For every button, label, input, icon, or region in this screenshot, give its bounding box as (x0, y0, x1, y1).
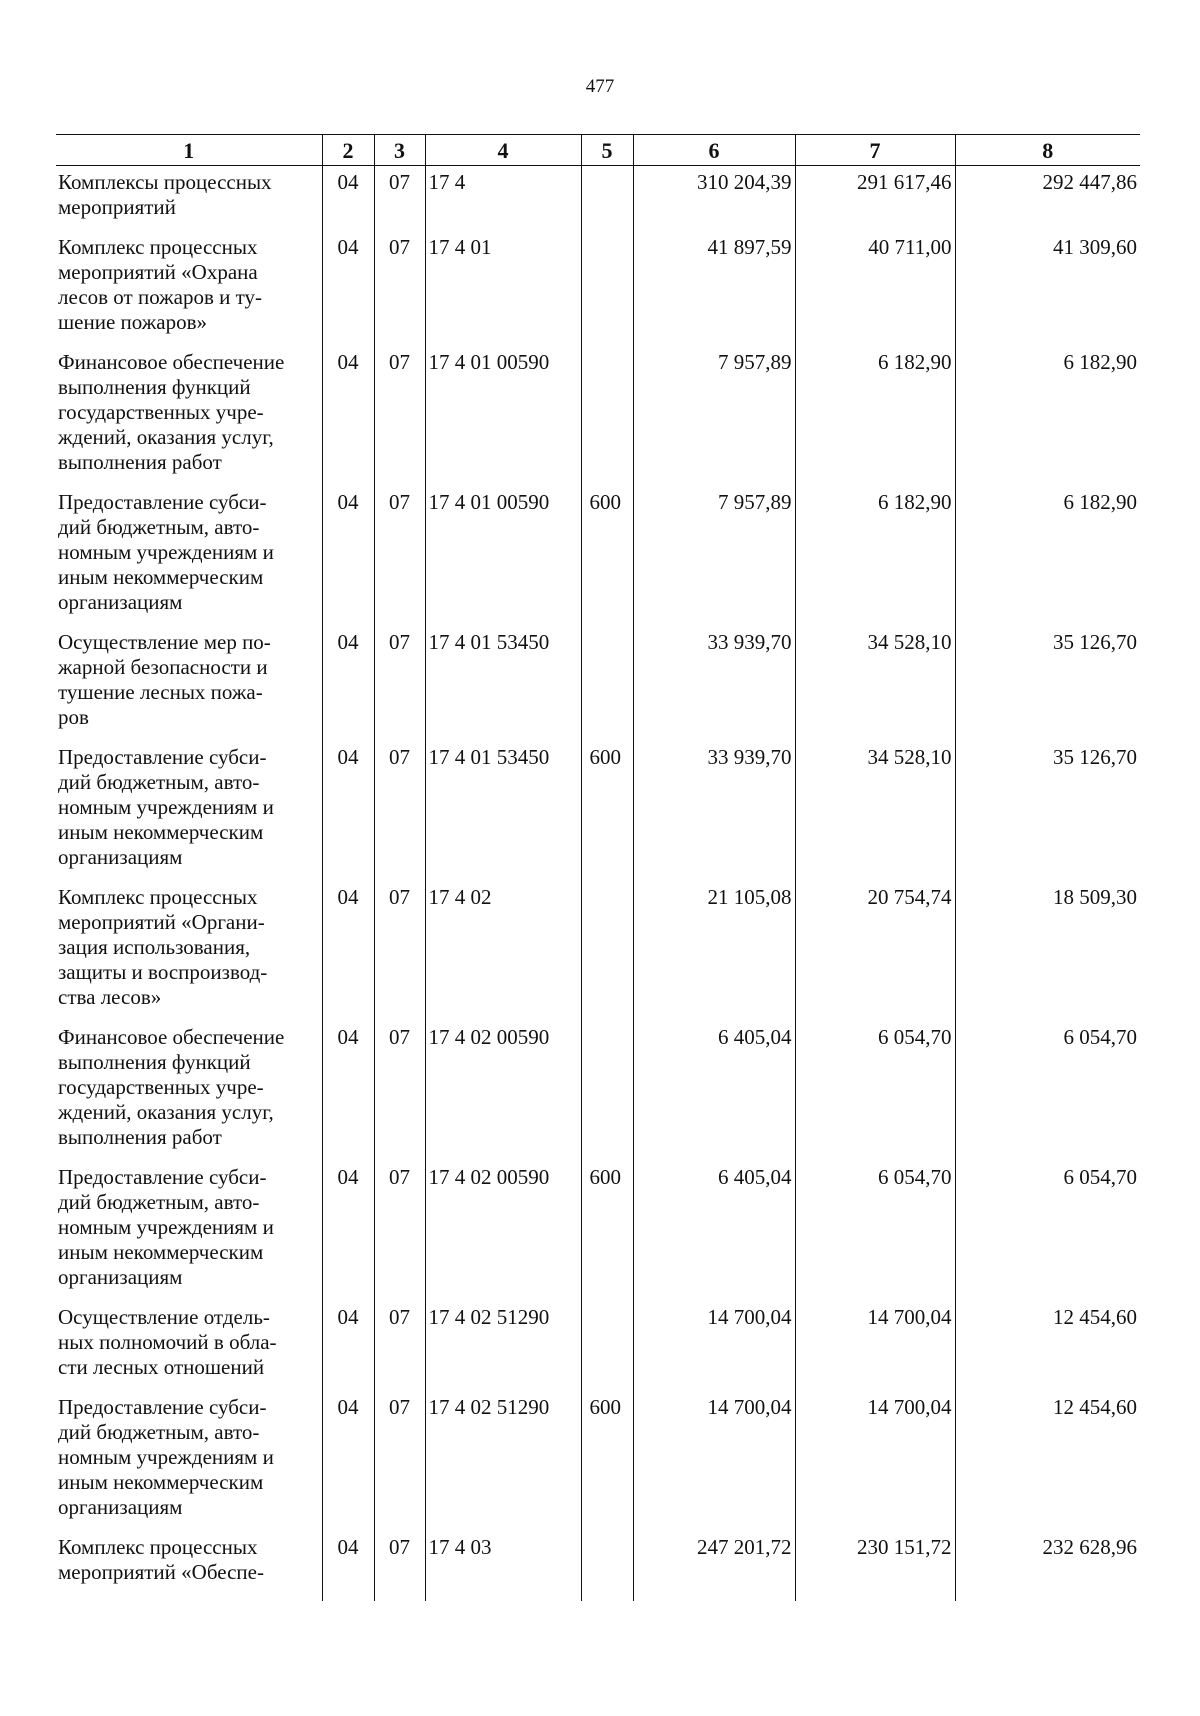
subsection-code: 07 (389, 349, 410, 374)
amount-col-8-cell (955, 1391, 1140, 1531)
section-code-cell (322, 166, 374, 231)
amount-col-7-cell (795, 881, 955, 1021)
target-article-code: 17 4 01 00590 (428, 349, 550, 374)
subsection-code: 07 (389, 629, 410, 654)
amount-col-8-cell (955, 1301, 1140, 1391)
column-header: 3 (374, 135, 425, 166)
section-code-cell (322, 1301, 374, 1391)
subsection-code-cell (374, 346, 425, 486)
expense-type-code: 600 (589, 1394, 621, 1419)
subsection-code: 07 (389, 1024, 410, 1049)
amount-col-8: 232 628,96 (1042, 1534, 1137, 1559)
amount-col-8: 12 454,60 (1053, 1304, 1137, 1329)
amount-col-6-cell (633, 741, 795, 881)
row-name-cell (56, 486, 322, 626)
amount-col-7-cell (795, 231, 955, 346)
amount-col-8: 6 054,70 (1063, 1024, 1137, 1049)
subsection-code-cell (374, 881, 425, 1021)
expense-type-code-cell (581, 1021, 633, 1161)
expense-type-code-cell (581, 231, 633, 346)
amount-col-7-cell (795, 1391, 955, 1531)
section-code-cell (322, 1021, 374, 1161)
amount-col-8-cell (955, 486, 1140, 626)
subsection-code-cell (374, 166, 425, 231)
expense-type-code-cell (581, 346, 633, 486)
section-code: 04 (337, 629, 359, 654)
section-code: 04 (337, 884, 359, 909)
amount-col-6-cell (633, 626, 795, 741)
expense-type-code-cell (581, 881, 633, 1021)
section-code-cell (322, 1161, 374, 1301)
section-code-cell (322, 486, 374, 626)
row-name: Финансовое обеспечение выполнения функций государственных учре- ждений, оказания услуг, выполнения работ (58, 349, 285, 474)
row-name-cell (56, 741, 322, 881)
amount-col-6: 41 897,59 (707, 234, 792, 259)
amount-col-8: 292 447,86 (1042, 170, 1137, 194)
subsection-code: 07 (389, 170, 410, 194)
amount-col-8-cell (955, 881, 1140, 1021)
subsection-code-cell (374, 741, 425, 881)
amount-col-7-cell (795, 626, 955, 741)
subsection-code: 07 (389, 1164, 410, 1189)
row-name: Комплексы процессных мероприятий (58, 170, 272, 219)
header-row (56, 135, 1140, 166)
amount-col-8-cell (955, 1161, 1140, 1301)
amount-col-8: 41 309,60 (1053, 234, 1137, 259)
row-name-cell (56, 1531, 322, 1601)
section-code-cell (322, 741, 374, 881)
table-row (56, 626, 1140, 741)
target-article-code-cell (425, 486, 581, 626)
section-code: 04 (337, 1394, 359, 1419)
row-name: Предоставление субси- дий бюджетным, авто- номным учреждениям и иным некоммерческим организациям (58, 1164, 274, 1289)
amount-col-8: 6 182,90 (1063, 489, 1137, 514)
amount-col-6-cell (633, 231, 795, 346)
target-article-code-cell (425, 626, 581, 741)
amount-col-7: 14 700,04 (867, 1304, 952, 1329)
row-name-cell (56, 166, 322, 231)
section-code: 04 (337, 1534, 359, 1559)
table-row (56, 1391, 1140, 1531)
amount-col-6-cell (633, 1391, 795, 1531)
expense-type-code: 600 (589, 744, 621, 769)
target-article-code: 17 4 01 53450 (428, 629, 550, 654)
target-article-code: 17 4 02 51290 (428, 1394, 550, 1419)
target-article-code-cell (425, 1301, 581, 1391)
expense-type-code-cell (581, 626, 633, 741)
expense-type-code-cell (581, 1391, 633, 1531)
target-article-code-cell (425, 1531, 581, 1601)
budget-table (56, 134, 1140, 1601)
subsection-code: 07 (389, 1304, 410, 1329)
amount-col-8-cell (955, 346, 1140, 486)
amount-col-8: 35 126,70 (1053, 744, 1137, 769)
amount-col-7: 6 054,70 (878, 1164, 952, 1189)
column-header: 7 (795, 135, 955, 166)
table-row (56, 1301, 1140, 1391)
amount-col-7-cell (795, 1021, 955, 1161)
row-name-cell (56, 881, 322, 1021)
amount-col-8-cell (955, 626, 1140, 741)
amount-col-8-cell (955, 741, 1140, 881)
amount-col-6-cell (633, 346, 795, 486)
target-article-code: 17 4 01 53450 (428, 744, 550, 769)
amount-col-6-cell (633, 166, 795, 231)
amount-col-6: 247 201,72 (697, 1534, 792, 1559)
amount-col-6-cell (633, 1531, 795, 1601)
amount-col-6: 7 957,89 (718, 349, 792, 374)
section-code-cell (322, 346, 374, 486)
section-code-cell (322, 881, 374, 1021)
row-name: Комплекс процессных мероприятий «Органи- зация использования, защиты и воспроизвод- ства лесов» (58, 884, 268, 1009)
amount-col-6: 14 700,04 (707, 1304, 792, 1329)
amount-col-7-cell (795, 1531, 955, 1601)
column-header: 6 (633, 135, 795, 166)
section-code: 04 (337, 489, 359, 514)
section-code: 04 (337, 744, 359, 769)
amount-col-7-cell (795, 741, 955, 881)
table-row (56, 166, 1140, 231)
subsection-code-cell (374, 1021, 425, 1161)
amount-col-7-cell (795, 1161, 955, 1301)
amount-col-7: 6 054,70 (878, 1024, 952, 1049)
subsection-code-cell (374, 1531, 425, 1601)
target-article-code: 17 4 (428, 170, 466, 194)
amount-col-8-cell (955, 231, 1140, 346)
target-article-code-cell (425, 741, 581, 881)
row-name-cell (56, 346, 322, 486)
target-article-code: 17 4 02 00590 (428, 1024, 550, 1049)
section-code: 04 (337, 1304, 359, 1329)
row-name: Комплекс процессных мероприятий «Обеспе- (58, 1534, 264, 1584)
amount-col-7-cell (795, 166, 955, 231)
section-code-cell (322, 1531, 374, 1601)
target-article-code: 17 4 03 (428, 1534, 492, 1559)
subsection-code-cell (374, 231, 425, 346)
section-code: 04 (337, 234, 359, 259)
column-header: 4 (425, 135, 581, 166)
subsection-code: 07 (389, 884, 410, 909)
amount-col-7: 6 182,90 (878, 489, 952, 514)
amount-col-6: 33 939,70 (707, 629, 792, 654)
amount-col-7: 291 617,46 (857, 170, 952, 194)
amount-col-6: 21 105,08 (707, 884, 792, 909)
expense-type-code: 600 (589, 1164, 621, 1189)
section-code: 04 (337, 1164, 359, 1189)
column-header: 5 (581, 135, 633, 166)
subsection-code: 07 (389, 744, 410, 769)
subsection-code-cell (374, 486, 425, 626)
subsection-code: 07 (389, 1534, 410, 1559)
amount-col-8-cell (955, 1021, 1140, 1161)
subsection-code: 07 (389, 1394, 410, 1419)
amount-col-8: 6 182,90 (1063, 349, 1137, 374)
column-header: 1 (56, 135, 322, 166)
section-code-cell (322, 626, 374, 741)
expense-type-code-cell (581, 486, 633, 626)
table-row (56, 1161, 1140, 1301)
table-row (56, 741, 1140, 881)
table-row (56, 346, 1140, 486)
amount-col-7: 40 711,00 (868, 234, 952, 259)
amount-col-8-cell (955, 1531, 1140, 1601)
table-row (56, 881, 1140, 1021)
target-article-code: 17 4 02 00590 (428, 1164, 550, 1189)
amount-col-6: 6 405,04 (718, 1164, 792, 1189)
amount-col-7: 20 754,74 (867, 884, 952, 909)
amount-col-7-cell (795, 486, 955, 626)
row-name: Предоставление субси- дий бюджетным, авто- номным учреждениям и иным некоммерческим организациям (58, 489, 274, 614)
amount-col-8: 6 054,70 (1063, 1164, 1137, 1189)
expense-type-code-cell (581, 741, 633, 881)
row-name: Осуществление отдель- ных полномочий в обла- сти лесных отношений (58, 1304, 277, 1379)
subsection-code: 07 (389, 234, 410, 259)
section-code: 04 (337, 170, 359, 194)
target-article-code-cell (425, 881, 581, 1021)
expense-type-code-cell (581, 1531, 633, 1601)
amount-col-6: 33 939,70 (707, 744, 792, 769)
subsection-code: 07 (389, 489, 410, 514)
amount-col-7-cell (795, 1301, 955, 1391)
amount-col-7: 6 182,90 (878, 349, 952, 374)
target-article-code-cell (425, 346, 581, 486)
amount-col-6: 310 204,39 (697, 170, 792, 194)
row-name-cell (56, 1391, 322, 1531)
subsection-code-cell (374, 1391, 425, 1531)
amount-col-7: 14 700,04 (867, 1394, 952, 1419)
expense-type-code-cell (581, 1161, 633, 1301)
row-name-cell (56, 1301, 322, 1391)
amount-col-8: 18 509,30 (1053, 884, 1137, 909)
expense-type-code: 600 (589, 489, 621, 514)
amount-col-8: 35 126,70 (1053, 629, 1137, 654)
amount-col-6: 7 957,89 (718, 489, 792, 514)
expense-type-code-cell (581, 1301, 633, 1391)
section-code: 04 (337, 1024, 359, 1049)
section-code-cell (322, 1391, 374, 1531)
amount-col-8: 12 454,60 (1053, 1394, 1137, 1419)
column-header: 8 (955, 135, 1140, 166)
amount-col-6-cell (633, 1021, 795, 1161)
target-article-code: 17 4 02 (428, 884, 492, 909)
amount-col-7: 34 528,10 (867, 629, 952, 654)
amount-col-8-cell (955, 166, 1140, 231)
table-row (56, 486, 1140, 626)
row-name: Финансовое обеспечение выполнения функций государственных учре- ждений, оказания услуг, выполнения работ (58, 1024, 285, 1149)
amount-col-6-cell (633, 1301, 795, 1391)
amount-col-7: 230 151,72 (857, 1534, 952, 1559)
row-name: Комплекс процессных мероприятий «Охрана лесов от пожаров и ту- шение пожаров» (58, 234, 263, 334)
row-name-cell (56, 1021, 322, 1161)
subsection-code-cell (374, 1161, 425, 1301)
amount-col-6-cell (633, 486, 795, 626)
target-article-code-cell (425, 166, 581, 231)
target-article-code: 17 4 02 51290 (428, 1304, 550, 1329)
row-name-cell (56, 231, 322, 346)
table-row (56, 231, 1140, 346)
expense-type-code-cell (581, 166, 633, 231)
target-article-code-cell (425, 1021, 581, 1161)
table-row (56, 1531, 1140, 1601)
row-name: Осуществление мер по- жарной безопасности и тушение лесных пожа- ров (58, 629, 271, 729)
amount-col-6: 6 405,04 (718, 1024, 792, 1049)
row-name: Предоставление субси- дий бюджетным, авто- номным учреждениям и иным некоммерческим организациям (58, 1394, 274, 1519)
amount-col-6-cell (633, 881, 795, 1021)
table-row (56, 1021, 1140, 1161)
target-article-code-cell (425, 1391, 581, 1531)
target-article-code: 17 4 01 00590 (428, 489, 550, 514)
amount-col-6: 14 700,04 (707, 1394, 792, 1419)
row-name: Предоставление субси- дий бюджетным, авто- номным учреждениям и иным некоммерческим организациям (58, 744, 274, 869)
target-article-code-cell (425, 1161, 581, 1301)
amount-col-7: 34 528,10 (867, 744, 952, 769)
amount-col-6-cell (633, 1161, 795, 1301)
amount-col-7-cell (795, 346, 955, 486)
target-article-code: 17 4 01 (428, 234, 492, 259)
row-name-cell (56, 626, 322, 741)
section-code-cell (322, 231, 374, 346)
section-code: 04 (337, 349, 359, 374)
row-name-cell (56, 1161, 322, 1301)
target-article-code-cell (425, 231, 581, 346)
page-number: 477 (585, 76, 615, 97)
subsection-code-cell (374, 1301, 425, 1391)
subsection-code-cell (374, 626, 425, 741)
column-header: 2 (322, 135, 374, 166)
